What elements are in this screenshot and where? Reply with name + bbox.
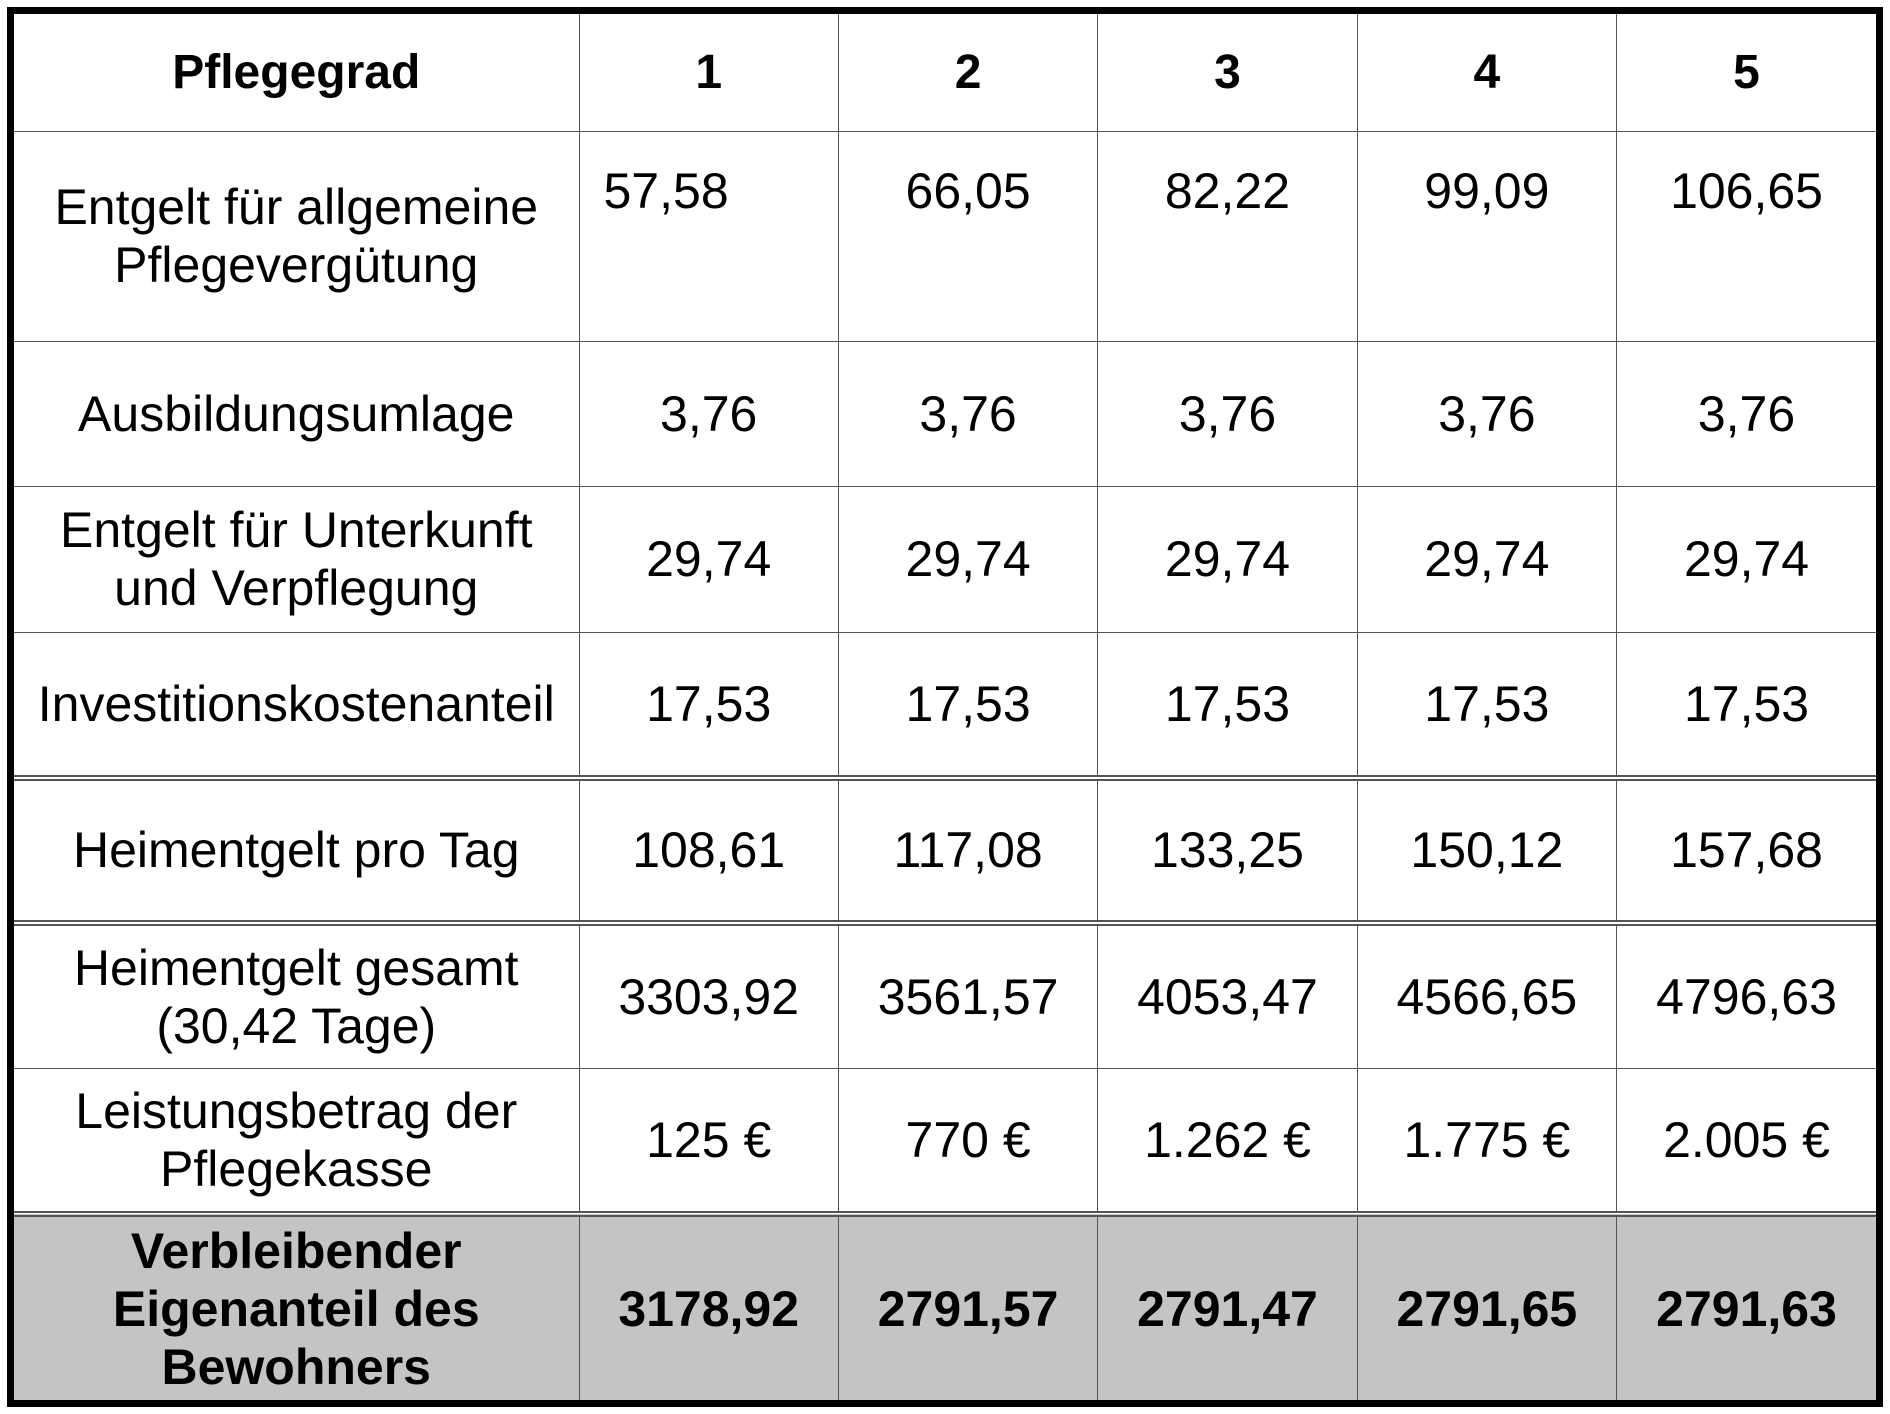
table-cell: 150,12 [1357, 778, 1616, 923]
table-cell: 3303,92 [579, 923, 838, 1068]
table-row [14, 632, 1876, 777]
header-label: Pflegegrad [14, 14, 579, 131]
table-cell: 2791,57 [838, 1214, 1097, 1400]
table-cell: 3,76 [838, 341, 1097, 486]
table-cell: 29,74 [838, 487, 1097, 632]
table-cell: 3,76 [1617, 341, 1876, 486]
table-cell: 29,74 [1098, 487, 1357, 632]
header-grade-2: 2 [838, 14, 1097, 131]
table-row [14, 1069, 1876, 1214]
table-cell: 17,53 [1617, 632, 1876, 777]
table-cell: 108,61 [579, 778, 838, 923]
table-cell: 2.005 € [1617, 1069, 1876, 1214]
table-row [14, 341, 1876, 486]
table-cell: 3,76 [579, 341, 838, 486]
table-cell: 2791,47 [1098, 1214, 1357, 1400]
table-row [14, 778, 1876, 923]
cost-table-frame [7, 7, 1883, 1407]
header-grade-4: 4 [1357, 14, 1616, 131]
table-cell: 99,09 [1357, 131, 1616, 341]
table-cell: 57,58 [579, 131, 838, 341]
total-row [14, 1214, 1876, 1400]
table-cell: 1.262 € [1098, 1069, 1357, 1214]
table-cell: 17,53 [1098, 632, 1357, 777]
table-row [14, 131, 1876, 341]
table-cell: 29,74 [1617, 487, 1876, 632]
header-grade-1: 1 [579, 14, 838, 131]
table-row [14, 923, 1876, 1068]
table-cell: 4053,47 [1098, 923, 1357, 1068]
row-label: Heimentgelt pro Tag [14, 778, 579, 923]
table-cell: 3178,92 [579, 1214, 838, 1400]
table-row [14, 487, 1876, 632]
table-cell: 2791,65 [1357, 1214, 1616, 1400]
row-label: Heimentgelt gesamt (30,42 Tage) [14, 923, 579, 1068]
row-label: Leistungsbetrag der Pflegekasse [14, 1069, 579, 1214]
row-label: Investitionskostenanteil [14, 632, 579, 777]
table-cell: 4796,63 [1617, 923, 1876, 1068]
table-cell: 3,76 [1098, 341, 1357, 486]
table-cell: 125 € [579, 1069, 838, 1214]
table-cell: 82,22 [1098, 131, 1357, 341]
table-cell: 2791,63 [1617, 1214, 1876, 1400]
table-cell: 133,25 [1098, 778, 1357, 923]
table-cell: 1.775 € [1357, 1069, 1616, 1214]
row-label: Entgelt für Unterkunft und Verpflegung [14, 487, 579, 632]
header-grade-5: 5 [1617, 14, 1876, 131]
table-cell: 157,68 [1617, 778, 1876, 923]
row-label: Ausbildungsumlage [14, 341, 579, 486]
table-cell: 3561,57 [838, 923, 1097, 1068]
table-cell: 117,08 [838, 778, 1097, 923]
table-cell: 17,53 [1357, 632, 1616, 777]
header-grade-3: 3 [1098, 14, 1357, 131]
care-cost-table [14, 14, 1876, 1400]
table-cell: 770 € [838, 1069, 1097, 1214]
table-cell: 66,05 [838, 131, 1097, 341]
table-cell: 17,53 [838, 632, 1097, 777]
table-cell: 29,74 [1357, 487, 1616, 632]
row-label: Verbleibender Eigenanteil des Bewohners [14, 1214, 579, 1400]
table-cell: 106,65 [1617, 131, 1876, 341]
row-label: Entgelt für allgemeine Pflegevergütung [14, 131, 579, 341]
table-cell: 17,53 [579, 632, 838, 777]
table-cell: 4566,65 [1357, 923, 1616, 1068]
table-cell: 29,74 [579, 487, 838, 632]
table-cell: 3,76 [1357, 341, 1616, 486]
header-row [14, 14, 1876, 131]
